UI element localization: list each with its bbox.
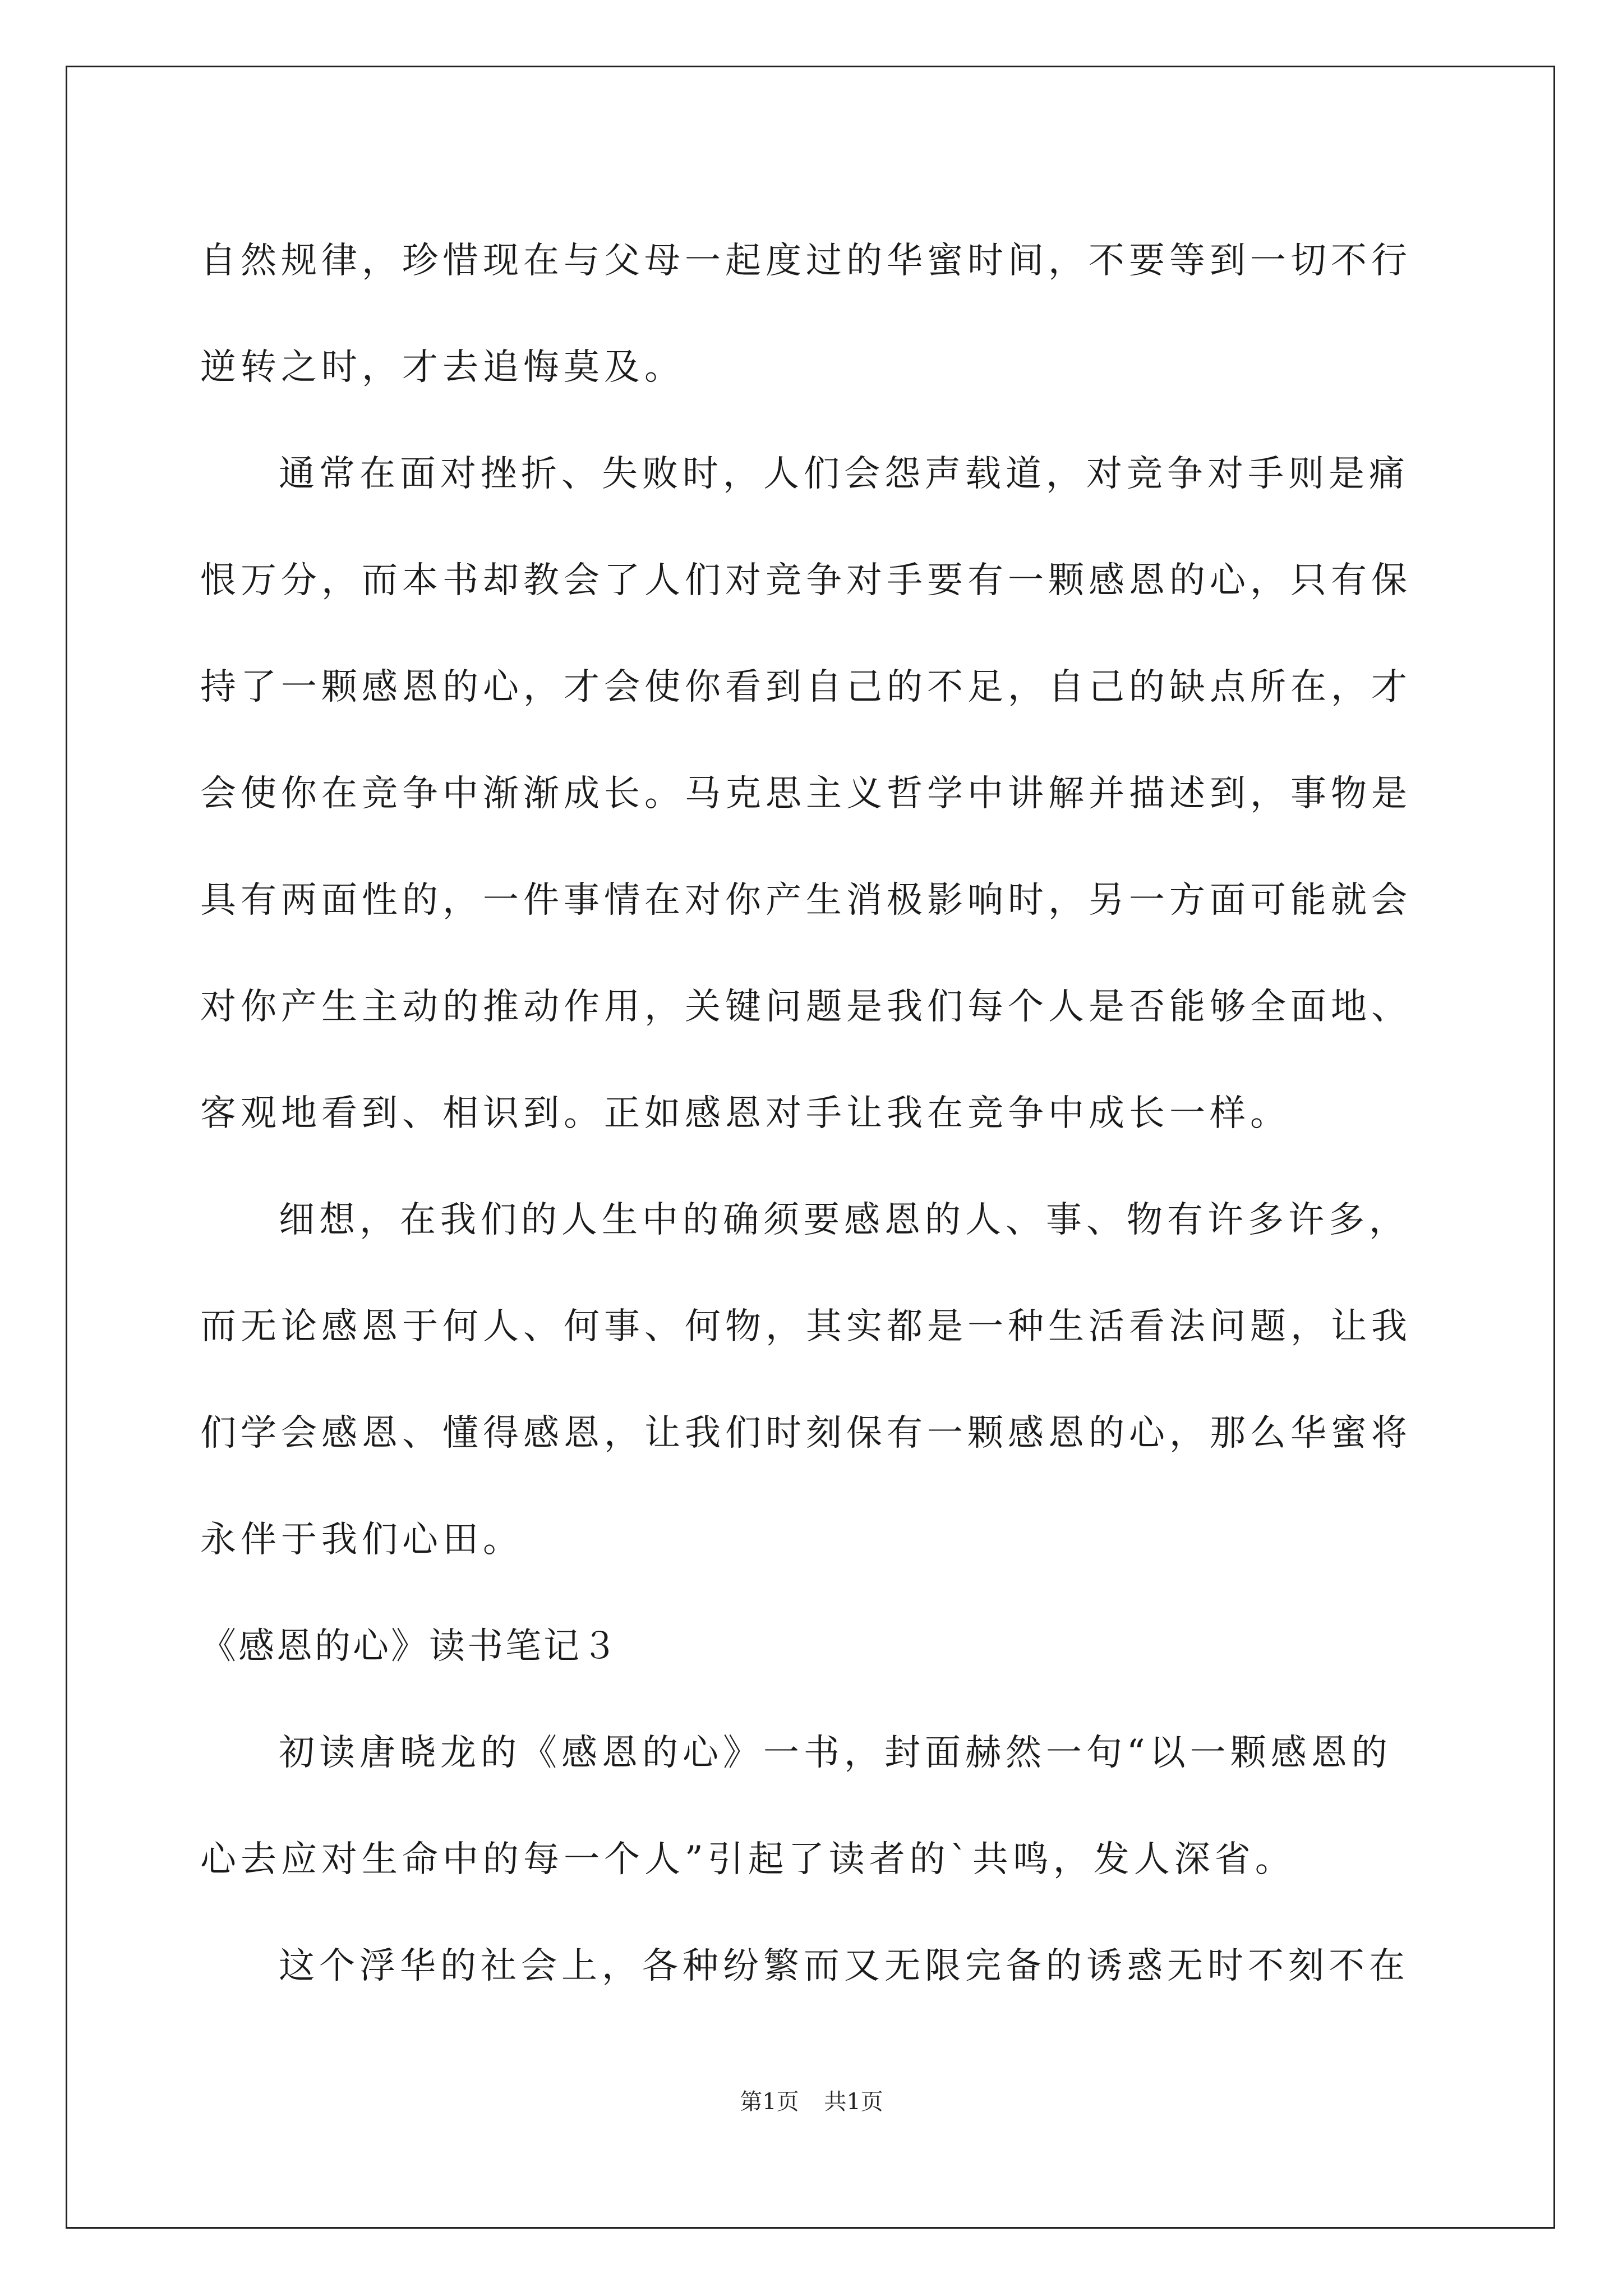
- page-footer: [0, 2084, 1623, 2116]
- text-line: 细想，在我们的人生中的确须要感恩的人、事、物有许多许多，: [279, 1199, 1409, 1241]
- paragraph: [200, 208, 1426, 421]
- text-line: 这个浮华的社会上，各种纷繁而又无限完备的诱惑无时不刻不在: [279, 1945, 1409, 1987]
- text-line: 逆转之时，才去追悔莫及。: [200, 347, 685, 388]
- text-line: 持了一颗感恩的心，才会使你看到自己的不足，自己的缺点所在，才: [200, 666, 1412, 708]
- text-line: 永伴于我们心田。: [200, 1519, 523, 1561]
- text-line: 恨万分，而本书却教会了人们对竞争对手要有一颗感恩的心，只有保: [200, 560, 1412, 601]
- text-line: 初读唐晓龙的《感恩的心》一书，封面赫然一句“以一颗感恩的: [279, 1732, 1392, 1774]
- paragraph: [200, 421, 1426, 1167]
- text-line: 客观地看到、相识到。正如感恩对手让我在竞争中成长一样。: [200, 1093, 1290, 1134]
- page-number: 第1页: [740, 2089, 799, 2115]
- page-total: 共1页: [824, 2089, 883, 2115]
- text-line: 具有两面性的，一件事情在对你产生消极影响时，另一方面可能就会: [200, 880, 1412, 921]
- text-line: 而无论感恩于何人、何事、何物，其实都是一种生活看法问题，让我: [200, 1306, 1412, 1347]
- text-line: 心去应对生命中的每一个人”引起了读者的`共鸣，发人深省。: [200, 1839, 1295, 1880]
- document-body: [200, 208, 1426, 2019]
- text-line: 会使你在竞争中渐渐成长。马克思主义哲学中讲解并描述到，事物是: [200, 773, 1412, 815]
- text-line: 对你产生主动的推动作用，关键问题是我们每个人是否能够全面地、: [200, 986, 1412, 1028]
- paragraph: [200, 1167, 1426, 1593]
- paragraph: [200, 1913, 1426, 2019]
- text-line: 通常在面对挫折、失败时，人们会怨声载道，对竞争对手则是痛: [279, 453, 1409, 495]
- text-line: 自然规律，珍惜现在与父母一起度过的华蜜时间，不要等到一切不行: [200, 240, 1412, 282]
- section-heading: 《感恩的心》读书笔记３: [200, 1626, 620, 1667]
- paragraph: [200, 1700, 1426, 1913]
- text-line: 们学会感恩、懂得感恩，让我们时刻保有一颗感恩的心，那么华蜜将: [200, 1412, 1412, 1454]
